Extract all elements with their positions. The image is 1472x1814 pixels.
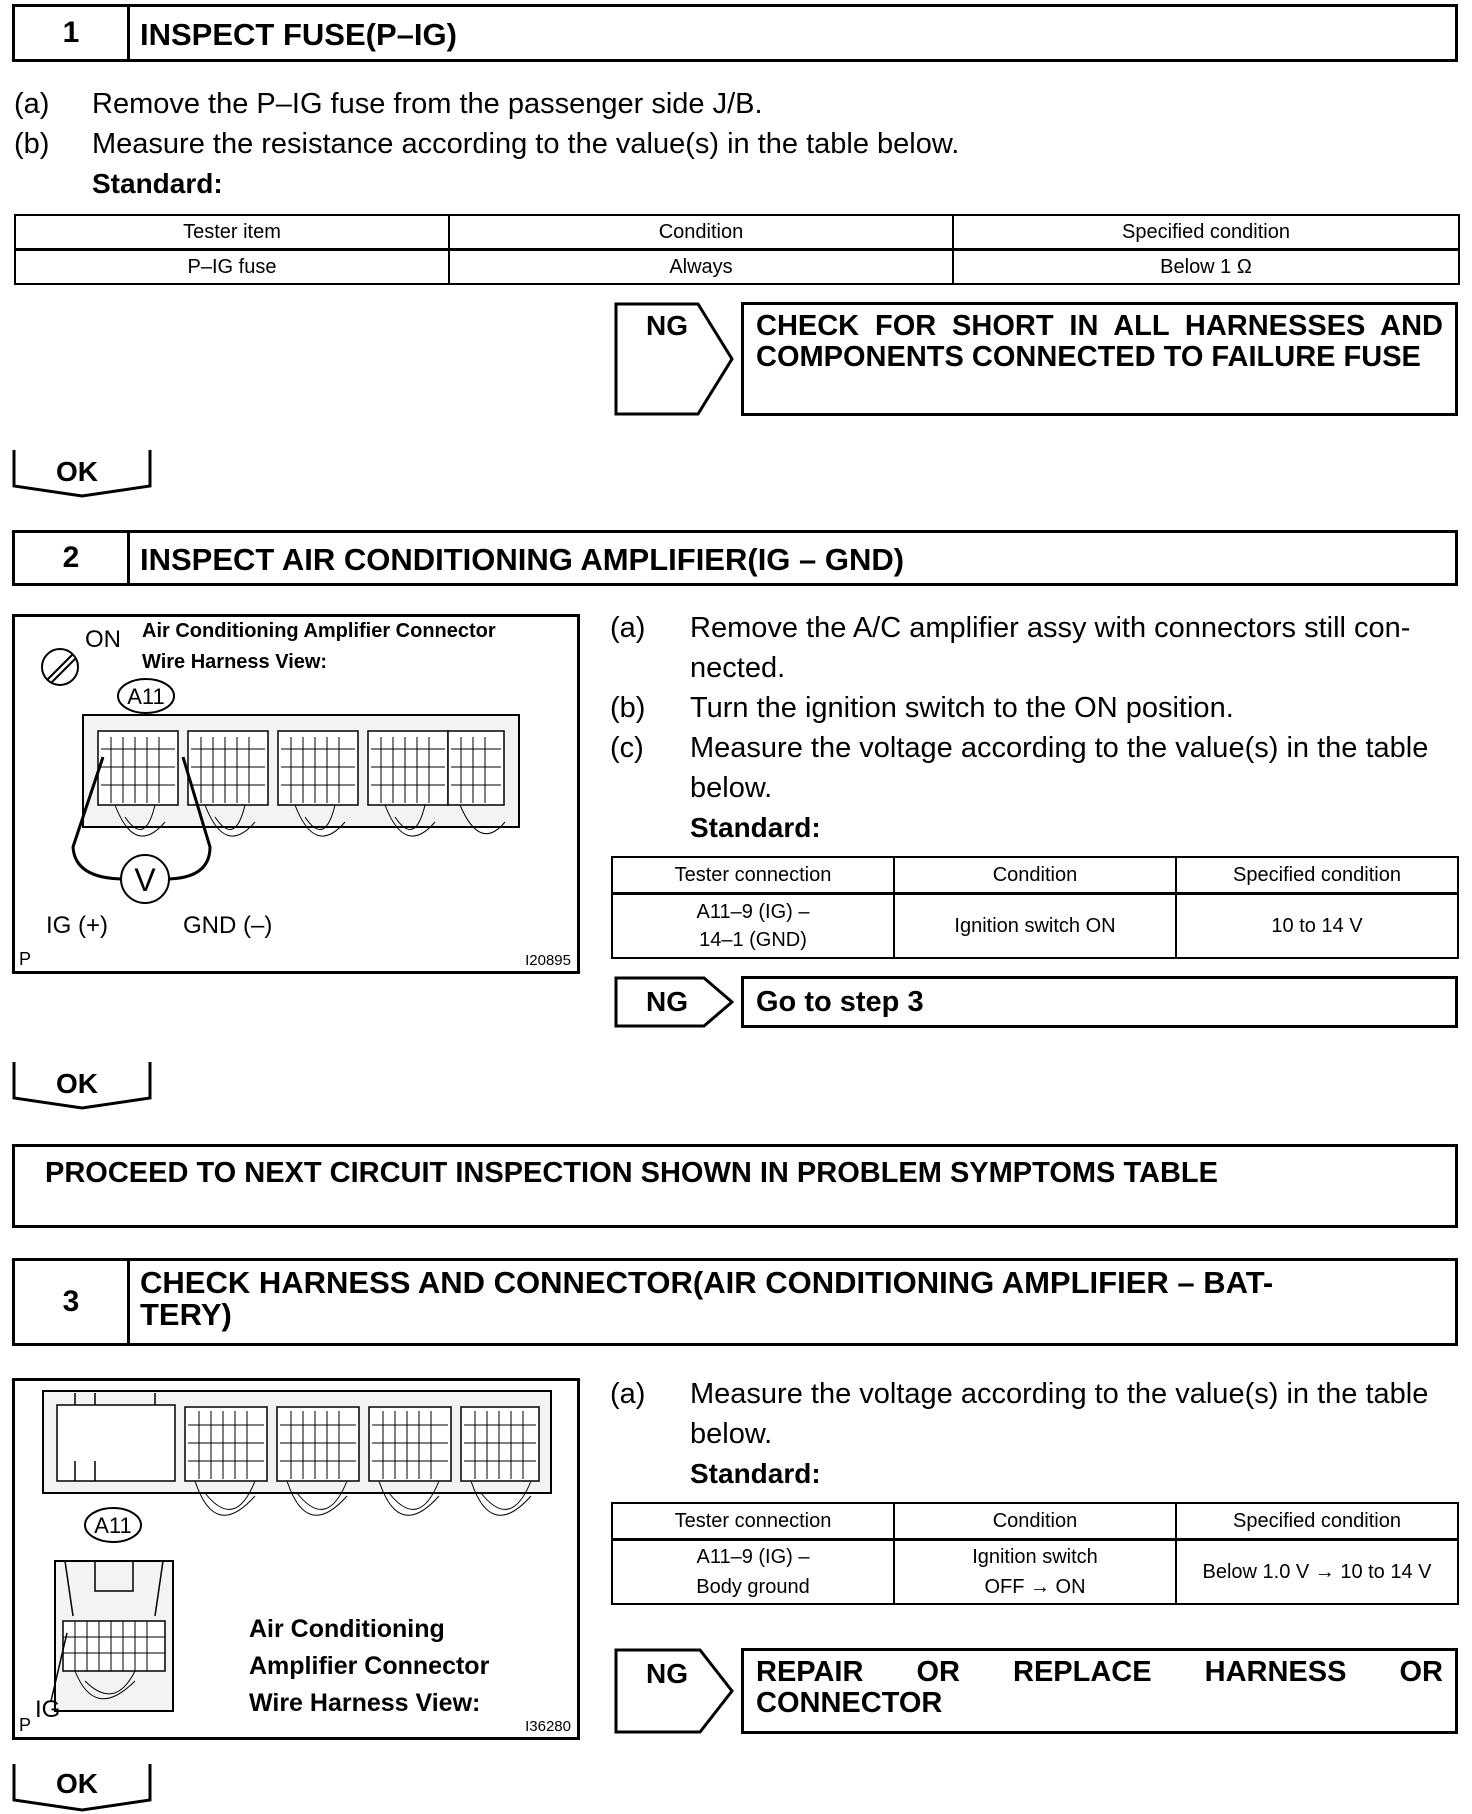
cell-line: OFF → ON (984, 1576, 1086, 1598)
instruction-text-line1: Remove the A/C amplifier assy with connectors still con- (690, 612, 1411, 644)
step1-ok-label: OK (56, 456, 98, 487)
figure-corner-label: P (19, 1715, 32, 1735)
figure-code: I20895 (525, 952, 571, 969)
ig-terminal-label: IG (+) (46, 912, 109, 939)
step3-title (130, 1261, 1455, 1343)
instruction-text: Remove the P–IG fuse from the passenger side J/B. (92, 88, 763, 120)
step3-ng-label: NG (646, 1658, 688, 1689)
step2-instruction-c (610, 728, 1460, 808)
step3-standard-label: Standard: (690, 1458, 821, 1489)
step2-figure (12, 614, 580, 974)
step3-ok-label: OK (56, 1768, 98, 1799)
table-cell (894, 1540, 1176, 1605)
step2-header (12, 530, 1458, 586)
table-header-row (612, 857, 1458, 894)
instruction-text: Measure the resistance according to the value(s) in the table below. (92, 128, 960, 160)
cell-line: A11–9 (IG) – (696, 1546, 810, 1568)
step3-ng-message: REPAIR OR REPLACE HARNESS OR CONNECTOR (741, 1648, 1458, 1734)
instruction-label: (a) (610, 612, 646, 644)
step2-ng-label: NG (646, 986, 688, 1017)
instruction-label: (a) (610, 1378, 646, 1410)
table-cell: Below 1.0 V → 10 to 14 V (1176, 1540, 1458, 1605)
step3-spec-table (611, 1502, 1459, 1605)
instruction-label: (b) (14, 128, 50, 160)
step2-instruction-b (610, 688, 1460, 728)
step1-title: INSPECT FUSE(P–IG) (140, 17, 457, 52)
figure-code: I36280 (525, 1718, 571, 1735)
figure-corner-label: P (19, 949, 32, 969)
step2-ok-label: OK (56, 1068, 98, 1099)
table-header-cell: Specified condition (1176, 857, 1458, 894)
voltmeter-label: V (134, 862, 156, 898)
step1-ng-label: NG (646, 310, 688, 341)
table-header-cell: Specified condition (1176, 1503, 1458, 1540)
table-header-cell: Tester connection (612, 857, 894, 894)
instruction-label: (a) (14, 88, 50, 120)
table-header-cell: Specified condition (953, 215, 1459, 250)
step1-instruction-b (14, 124, 1454, 164)
step2-standard-label: Standard: (690, 812, 821, 843)
step1-standard-label: Standard: (92, 168, 223, 199)
instruction-text: Turn the ignition switch to the ON position. (690, 692, 1234, 724)
instruction-text-line2: nected. (690, 652, 786, 684)
figure-label-line2: Amplifier Connector (249, 1652, 490, 1680)
step2-instruction-a (610, 608, 1460, 688)
figure-label-line3: Wire Harness View: (249, 1689, 481, 1717)
proceed-text: PROCEED TO NEXT CIRCUIT INSPECTION SHOWN IN PROBLEM SYMPTOMS TABLE (45, 1157, 1218, 1189)
connector-diagram (15, 1381, 577, 1737)
ig-terminal-label: IG (35, 1696, 61, 1723)
gnd-terminal-label: GND (–) (183, 912, 273, 939)
instruction-label: (b) (610, 692, 646, 724)
step1-instruction-a (14, 84, 1454, 124)
step3-title-line2: TERY) (140, 1297, 232, 1332)
connector-id-label: A11 (94, 1513, 132, 1538)
step1-number: 1 (15, 7, 130, 59)
step3-figure (12, 1378, 580, 1740)
table-header-cell: Tester item (15, 215, 449, 250)
instruction-text-line2: below. (690, 772, 773, 804)
cell-line: Ignition switch (972, 1546, 1098, 1568)
table-cell: Below 1 Ω (953, 250, 1459, 285)
table-cell (612, 1540, 894, 1605)
table-header-row (15, 215, 1459, 250)
on-label: ON (85, 626, 121, 653)
table-cell: P–IG fuse (15, 250, 449, 285)
table-row (612, 1540, 1458, 1605)
connector-id-label: A11 (127, 684, 165, 709)
table-cell (612, 894, 894, 959)
step3-number: 3 (15, 1261, 130, 1343)
figure-title-line2: Wire Harness View: (142, 651, 328, 673)
step1-spec-table (14, 214, 1460, 285)
step3-instruction-a (610, 1374, 1460, 1454)
step1-header (12, 4, 1458, 62)
step2-number: 2 (15, 533, 130, 583)
table-cell: Always (449, 250, 953, 285)
instruction-text-line1: Measure the voltage according to the value(s) in the table (690, 1378, 1429, 1410)
proceed-box (12, 1144, 1458, 1228)
step3-title-line1: CHECK HARNESS AND CONNECTOR(AIR CONDITIONING AMPLIFIER – BAT- (140, 1265, 1274, 1300)
step1-ng-message: CHECK FOR SHORT IN ALL HARNESSES AND COMPONENTS CONNECTED TO FAILURE FUSE (741, 302, 1458, 416)
table-header-cell: Condition (449, 215, 953, 250)
figure-title-line1: Air Conditioning Amplifier Connector (142, 620, 496, 642)
cell-line: A11–9 (IG) – (696, 901, 810, 923)
instruction-text-line2: below. (690, 1418, 773, 1450)
instruction-text-line1: Measure the voltage according to the value(s) in the table (690, 732, 1429, 764)
table-header-cell: Condition (894, 857, 1176, 894)
step2-spec-table (611, 856, 1459, 959)
step2-ng-message: Go to step 3 (741, 976, 1458, 1028)
table-header-cell: Condition (894, 1503, 1176, 1540)
table-header-cell: Tester connection (612, 1503, 894, 1540)
step2-title: INSPECT AIR CONDITIONING AMPLIFIER(IG – GND) (140, 542, 905, 577)
table-cell: 10 to 14 V (1176, 894, 1458, 959)
instruction-label: (c) (610, 732, 644, 764)
figure-label-line1: Air Conditioning (249, 1615, 445, 1643)
table-row (15, 250, 1459, 285)
table-cell: Ignition switch ON (894, 894, 1176, 959)
table-row (612, 894, 1458, 959)
connector-diagram (15, 617, 577, 971)
cell-line: 14–1 (GND) (699, 929, 807, 951)
table-header-row (612, 1503, 1458, 1540)
step3-header (12, 1258, 1458, 1346)
cell-line: Body ground (696, 1576, 810, 1598)
